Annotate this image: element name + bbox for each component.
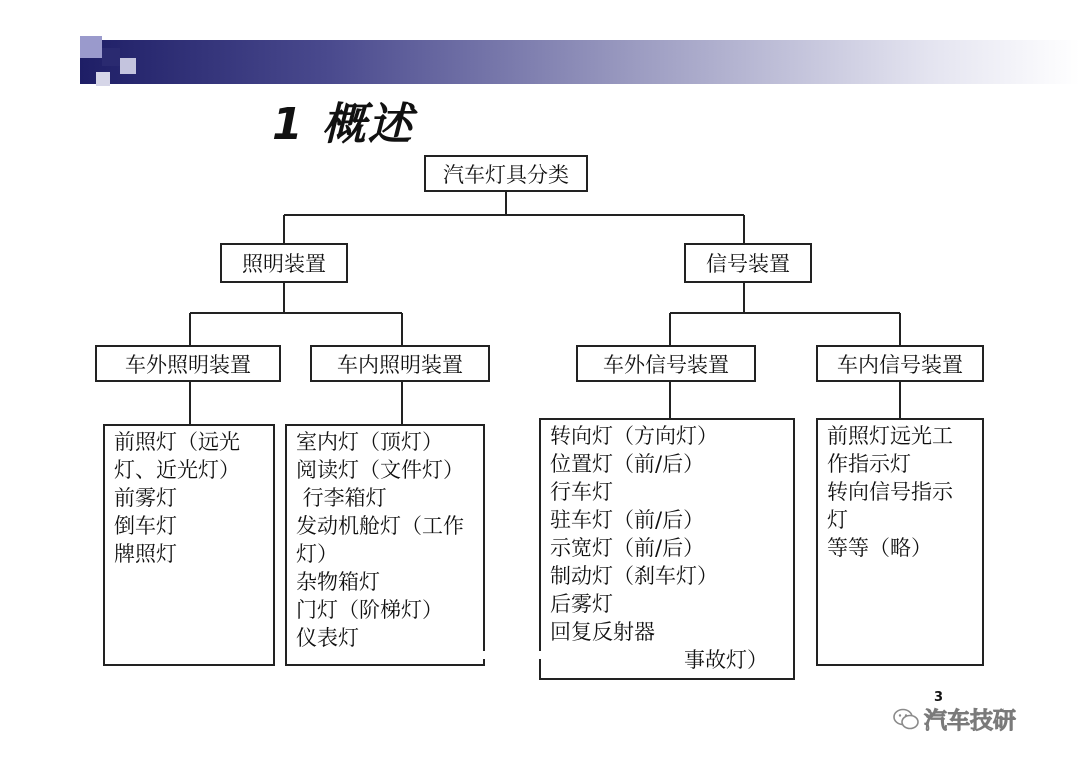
watermark (892, 702, 1016, 735)
watermark-text: 汽车技研 (924, 708, 1016, 734)
list-item: 前雾灯 (114, 486, 177, 510)
list-item: 作指示灯 (827, 452, 911, 476)
category-signal: 信号装置 (684, 243, 812, 283)
page-number: 3 (934, 690, 944, 705)
list-item: 驻车灯（前/后） (550, 508, 705, 532)
subcategory-exterior-lighting: 车外照明装置 (95, 345, 281, 382)
subcategory-interior-lighting: 车内照明装置 (310, 345, 490, 382)
list-item: 后雾灯 (550, 592, 613, 616)
root-node: 汽车灯具分类 (424, 155, 588, 192)
list-item: 灯 (827, 508, 848, 532)
list-item: 室内灯（顶灯） (296, 430, 443, 454)
list-item: 发动机舱灯（工作 (296, 514, 464, 538)
list-item: 灯、近光灯） (114, 458, 240, 482)
list-item: 倒车灯 (114, 514, 177, 538)
leaf-list-interior-signal (816, 418, 984, 666)
subcategory-exterior-signal: 车外信号装置 (576, 345, 756, 382)
list-item: 行车灯 (550, 480, 613, 504)
list-item: 回复反射器 (550, 620, 655, 644)
page-title: 1 概述 (272, 99, 414, 150)
list-item: 示宽灯（前/后） (550, 536, 705, 560)
list-item: 制动灯（刹车灯） (550, 564, 718, 588)
subcategory-interior-signal: 车内信号装置 (816, 345, 984, 382)
leaf-list-exterior-lighting (103, 424, 275, 666)
list-item: 灯） (296, 542, 338, 566)
list-item: 杂物箱灯 (296, 570, 380, 594)
list-item: 转向信号指示 (827, 480, 953, 504)
list-item: 门灯（阶梯灯） (296, 598, 443, 622)
occlusion-band (380, 651, 680, 659)
list-item: 仪表灯 (296, 626, 359, 650)
list-item: 阅读灯（文件灯） (296, 458, 464, 482)
list-item: 行李箱灯 (296, 486, 387, 510)
list-item: 事故灯） (684, 648, 768, 672)
wechat-icon (892, 707, 920, 731)
list-item: 前照灯远光工 (827, 424, 953, 448)
leaf-list-exterior-signal (539, 418, 795, 680)
list-item: 转向灯（方向灯） (550, 424, 718, 448)
list-item: 位置灯（前/后） (550, 452, 705, 476)
list-item: 牌照灯 (114, 542, 177, 566)
category-lighting: 照明装置 (220, 243, 348, 283)
list-item: 等等（略） (827, 536, 932, 560)
leaf-list-interior-lighting (285, 424, 485, 666)
list-item: 前照灯（远光 (114, 430, 240, 454)
